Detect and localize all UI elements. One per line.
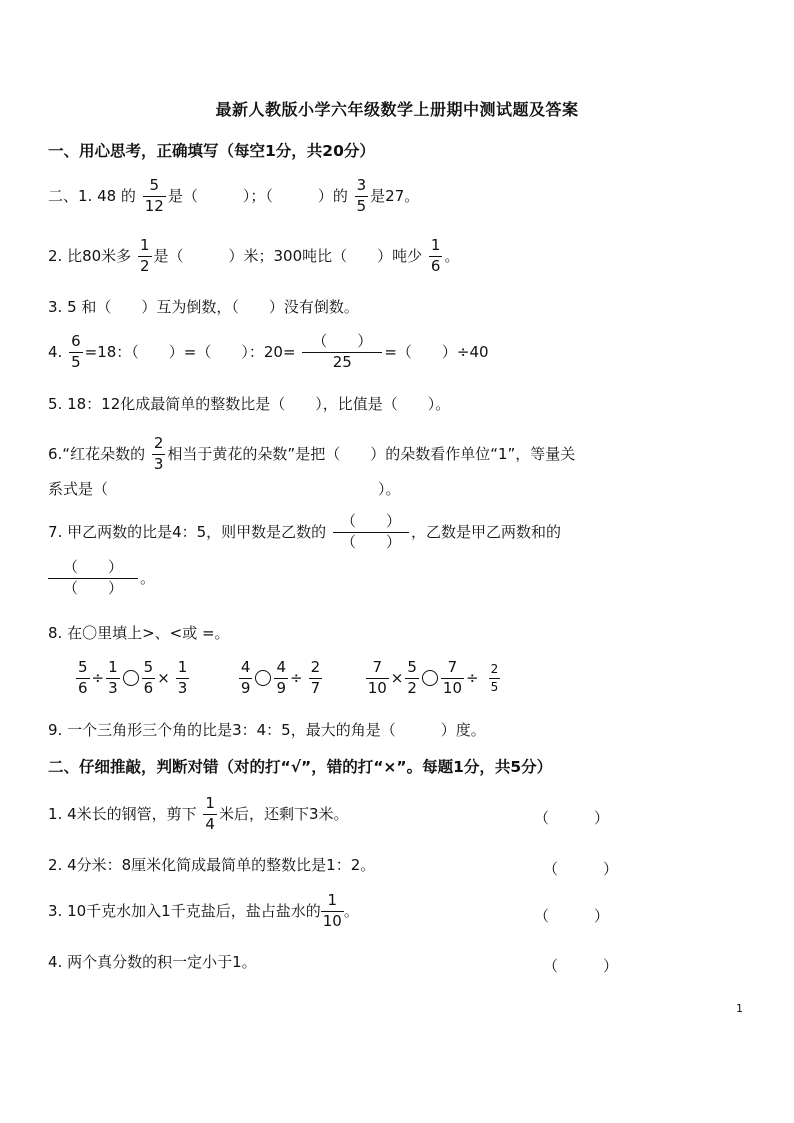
q8-e1-a <box>76 660 90 697</box>
q8-e1-d-num: 1 <box>176 660 190 679</box>
question-7 <box>48 514 561 551</box>
judge-question-1 <box>48 796 349 833</box>
q8-e1-d-den: 3 <box>177 678 188 697</box>
q8-e1-a-den: 6 <box>78 678 88 697</box>
q8-e2-c-num: 4 <box>274 660 288 679</box>
q6-prefix: 6.“红花朵数的 <box>48 444 146 463</box>
j1-suffix: 米后，还剩下3米。 <box>218 804 349 823</box>
q8-e2-a-den: 9 <box>240 678 251 697</box>
q2-prefix: 2. 比80米多 <box>48 246 132 265</box>
answer-paren-2[interactable]: （ ） <box>543 860 619 878</box>
question-7-line-2 <box>48 560 155 597</box>
q1-f2-num: 3 <box>355 178 369 197</box>
q8-e1-b <box>106 660 120 697</box>
q8-e3-d <box>489 663 501 693</box>
j3-f-num: 1 <box>321 893 344 912</box>
answer-paren-4[interactable]: （ ） <box>543 957 619 975</box>
answer-paren-3[interactable]: （ ） <box>534 907 610 925</box>
j3-prefix: 3. 10千克水加入1千克盐后，盐占盐水的 <box>48 901 321 920</box>
compare-circle-2[interactable] <box>255 670 271 686</box>
judge-question-2: 2. 4分米：8厘米化简成最简单的整数比是1：2。 <box>48 856 376 874</box>
q8-e3-a-den: 10 <box>367 678 387 697</box>
q8-e2-c <box>274 660 288 697</box>
q8-e1-c <box>142 660 156 697</box>
j3-f-den: 10 <box>322 911 342 930</box>
q8-e3-b <box>405 660 419 697</box>
q4-fraction-1 <box>69 334 83 371</box>
section-2-heading: 二、仔细推敲，判断对错（对的打“√”，错的打“×”。每题1分，共5分） <box>48 758 553 776</box>
question-4 <box>48 334 489 371</box>
q1-f2-den: 5 <box>356 196 367 215</box>
q7-fraction-1 <box>333 514 409 551</box>
q7-suffix: ，乙数是甲乙两数和的 <box>410 522 561 541</box>
question-3: 3. 5 和（ ）互为倒数，（ ）没有倒数。 <box>48 298 359 316</box>
q2-f2-den: 6 <box>430 256 441 275</box>
q8-e3-op2: ÷ <box>466 668 479 687</box>
q8-e3-a-num: 7 <box>366 660 389 679</box>
q8-e3-c-num: 7 <box>441 660 464 679</box>
q7-f2-num: （ ） <box>48 560 138 579</box>
q8-e3-d-num: 2 <box>489 663 501 679</box>
q8-e3-b-den: 2 <box>407 678 417 697</box>
q6-f-num: 2 <box>152 436 166 455</box>
q8-e1-op2: × <box>157 668 170 687</box>
q8-e2-a <box>239 660 253 697</box>
q8-e1-op1: ÷ <box>91 668 105 687</box>
q1-prefix: 二、1. 48 的 <box>48 186 136 205</box>
compare-circle-3[interactable] <box>422 670 438 686</box>
q1-suffix: 是27。 <box>370 186 420 205</box>
q1-fraction-1 <box>143 178 166 215</box>
q8-e3-c-den: 10 <box>442 678 462 697</box>
j1-prefix: 1. 4米长的钢管，剪下 <box>48 804 197 823</box>
j3-fraction <box>321 893 344 930</box>
question-5: 5. 18：12化成最简单的整数比是（ ），比值是（ ）。 <box>48 395 451 413</box>
compare-circle-1[interactable] <box>123 670 139 686</box>
q4-fraction-2 <box>302 334 382 371</box>
q8-expressions <box>74 660 502 697</box>
j3-suffix: 。 <box>343 901 359 920</box>
q8-e3-b-num: 5 <box>405 660 419 679</box>
q1-f1-den: 12 <box>144 196 164 215</box>
q1-mid: 是（ ）；（ ）的 <box>167 186 348 205</box>
q8-e1-c-num: 5 <box>142 660 156 679</box>
q8-e1-d <box>176 660 190 697</box>
q8-e2-op2: ÷ <box>290 668 303 687</box>
q8-e1-b-den: 3 <box>108 678 118 697</box>
q2-f1-den: 2 <box>139 256 150 275</box>
q7-fraction-2 <box>48 560 138 597</box>
q8-e3-op1: × <box>390 668 404 687</box>
q7-suffix-2: 。 <box>140 568 156 587</box>
question-9: 9. 一个三角形三个角的比是3：4：5，最大的角是（ ）度。 <box>48 721 486 739</box>
q8-e2-a-num: 4 <box>239 660 253 679</box>
q8-e2-d-num: 2 <box>309 660 323 679</box>
q2-suffix: 。 <box>444 246 460 265</box>
q4-prefix: 4. <box>48 342 63 361</box>
q2-fraction-1 <box>138 238 152 275</box>
j1-f-den: 4 <box>205 814 215 833</box>
q7-prefix: 7. 甲乙两数的比是4：5，则甲数是乙数的 <box>48 522 327 541</box>
q1-fraction-2 <box>355 178 369 215</box>
q7-f1-num: （ ） <box>333 514 409 533</box>
page-number: 1 <box>736 1002 743 1015</box>
question-1 <box>48 178 419 215</box>
q2-mid: 是（ ）米；300吨比（ ）吨少 <box>153 246 423 265</box>
q8-e1-b-num: 1 <box>106 660 120 679</box>
q6-suffix: 相当于黄花的朵数”是把（ ）的朵数看作单位“1”，等量关 <box>167 444 576 463</box>
q7-f1-den: （ ） <box>340 532 401 551</box>
q4-f2-den: 25 <box>332 352 352 371</box>
question-6-line-2: 系式是（ ）。 <box>48 480 401 498</box>
q4-f1-num: 6 <box>69 334 83 353</box>
judge-question-3 <box>48 893 359 930</box>
q8-e2-d-den: 7 <box>310 678 321 697</box>
page-title: 最新人教版小学六年级数学上册期中测试题及答案 <box>215 100 579 119</box>
q8-e2-d <box>309 660 323 697</box>
q4-f2-num: （ ） <box>302 334 382 353</box>
q4-suffix: =（ ）÷40 <box>384 342 489 361</box>
j1-f-num: 1 <box>203 796 217 815</box>
q8-e3-c <box>441 660 464 697</box>
q2-f2-num: 1 <box>429 238 443 257</box>
q8-e3-d-den: 5 <box>490 679 499 694</box>
q8-e1-c-den: 6 <box>143 678 154 697</box>
q8-e3-a <box>366 660 389 697</box>
q6-fraction <box>152 436 166 473</box>
q2-fraction-2 <box>429 238 443 275</box>
question-8: 8. 在〇里填上>、<或 =。 <box>48 624 230 642</box>
q2-f1-num: 1 <box>138 238 152 257</box>
j1-fraction <box>203 796 217 833</box>
q7-f2-den: （ ） <box>62 578 123 597</box>
question-2 <box>48 238 459 275</box>
q8-e2-c-den: 9 <box>276 678 286 697</box>
q6-f-den: 3 <box>153 454 164 473</box>
question-6 <box>48 436 575 473</box>
q4-f1-den: 5 <box>71 352 81 371</box>
judge-question-4: 4. 两个真分数的积一定小于1。 <box>48 953 257 971</box>
q4-mid: =18：（ ）=（ ）：20= <box>84 342 296 361</box>
q8-e1-a-num: 5 <box>76 660 90 679</box>
answer-paren-1[interactable]: （ ） <box>534 809 610 827</box>
section-1-heading: 一、用心思考，正确填写（每空1分，共20分） <box>48 142 375 160</box>
q1-f1-num: 5 <box>143 178 166 197</box>
